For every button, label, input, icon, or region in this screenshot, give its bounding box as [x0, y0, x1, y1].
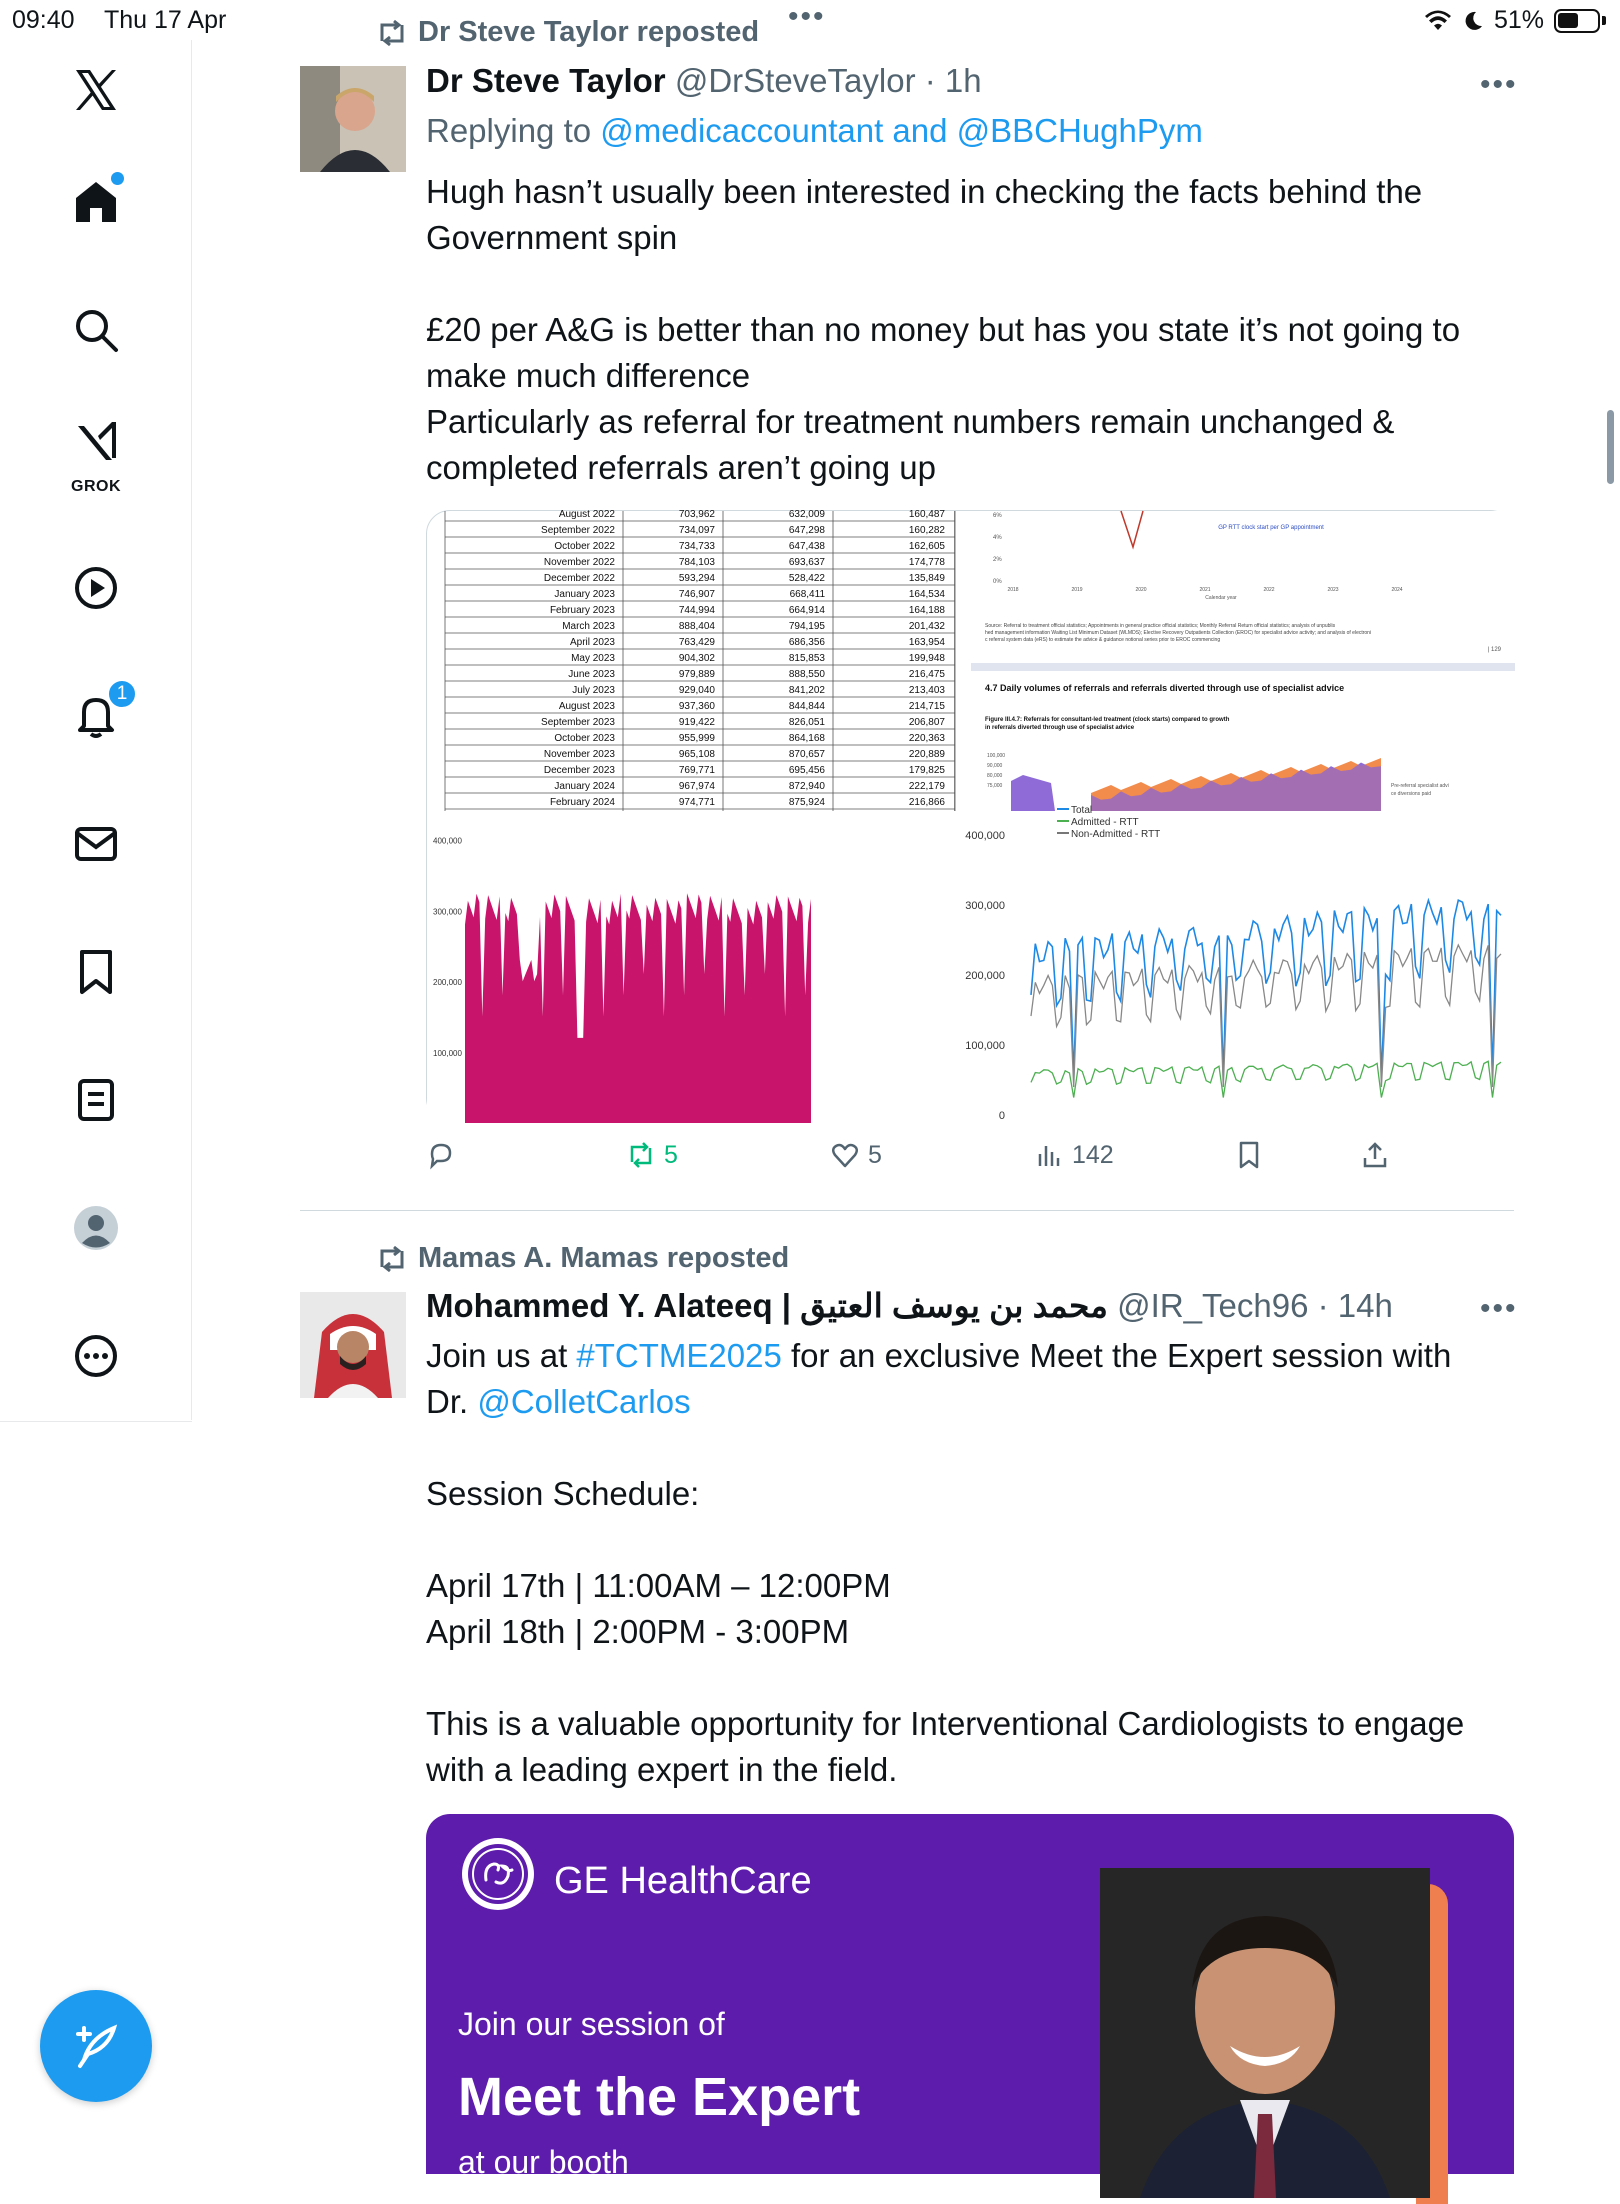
- media-table-image: [445, 511, 955, 811]
- post2-intro-a: Join us at: [426, 1337, 577, 1374]
- table-cell-month: September 2022: [541, 525, 615, 536]
- table-cell-total: 746,907: [678, 589, 715, 600]
- status-date: Thu 17 Apr: [104, 6, 227, 34]
- table-cell-col3: 164,188: [908, 605, 945, 616]
- table-cell-col2: 826,051: [788, 717, 825, 728]
- post1-more-button[interactable]: •••: [1480, 68, 1518, 101]
- share-button[interactable]: [1360, 1140, 1390, 1170]
- x-logo-icon: [72, 66, 120, 114]
- report-heading: 4.7 Daily volumes of referrals and referrals diverted through use of specialist advice: [985, 683, 1345, 693]
- retweet-icon: [626, 1140, 656, 1170]
- table-cell-total: 979,889: [678, 669, 715, 680]
- table-cell-col3: 164,534: [908, 589, 945, 600]
- table-cell-month: June 2023: [568, 669, 615, 680]
- table-cell-col2: 841,202: [788, 685, 825, 696]
- table-cell-col2: 668,411: [789, 589, 825, 600]
- post1-actions: [426, 1140, 1426, 1180]
- table-cell-col2: 844,844: [788, 701, 825, 712]
- post2-intro-b: for an exclusive Meet the Expert session with: [781, 1337, 1452, 1374]
- report-pct-tick: 0%: [993, 579, 1002, 585]
- report-figure-line: Figure III.4.7: Referrals for consultant-led treatment (clock starts) compared to growth: [985, 717, 1230, 723]
- promo-booth: at our booth: [458, 2144, 629, 2180]
- table-cell-col2: 875,924: [788, 797, 825, 808]
- report-y-tick: 100,000: [987, 753, 1006, 759]
- table-cell-month: October 2022: [554, 541, 615, 552]
- table-cell-col3: 160,282: [908, 525, 945, 536]
- nav-more[interactable]: [56, 1316, 136, 1396]
- report-y-tick: 90,000: [987, 763, 1003, 769]
- table-cell-total: 955,999: [678, 733, 715, 744]
- report-source-line: c referral system data (eRS) to estimate the advice & guidance notional series prior to EROC commencing: [985, 637, 1221, 643]
- table-cell-total: 744,994: [678, 605, 715, 616]
- bookmark-button[interactable]: [1234, 1140, 1264, 1170]
- post2-intro: [426, 1333, 1526, 1379]
- table-cell-col2: 647,298: [788, 525, 825, 536]
- compose-feather-icon: [70, 2020, 122, 2072]
- list-icon: [72, 1076, 120, 1124]
- report-pct-tick: 4%: [993, 535, 1002, 541]
- table-cell-month: July 2023: [572, 685, 615, 696]
- notification-badge: 1: [106, 678, 138, 710]
- line-chart-tick: 200,000: [965, 970, 1005, 982]
- reply-button[interactable]: [426, 1140, 456, 1170]
- mention-link[interactable]: @ColletCarlos: [477, 1383, 691, 1420]
- table-cell-total: 784,103: [678, 557, 715, 568]
- table-cell-col2: 870,657: [788, 749, 825, 760]
- home-icon: [72, 178, 120, 226]
- nav-explore[interactable]: [56, 290, 136, 370]
- table-cell-total: 967,974: [678, 781, 715, 792]
- home-unread-dot: [111, 172, 124, 185]
- report-pct-tick: 6%: [993, 513, 1002, 519]
- views-button[interactable]: [1034, 1140, 1114, 1170]
- report-page: [971, 511, 1515, 811]
- compose-button[interactable]: [40, 1990, 152, 2102]
- report-calendar-label: Calendar year: [1205, 595, 1237, 601]
- report-legend-right: ce diversions paid: [1391, 791, 1432, 797]
- post-time[interactable]: · 1h: [924, 62, 982, 99]
- table-cell-col3: 199,948: [908, 653, 945, 664]
- more-circle-icon: [72, 1332, 120, 1380]
- retweet-count: 5: [664, 1140, 678, 1169]
- report-year-tick: 2019: [1071, 587, 1083, 593]
- media-pink-chart: [427, 811, 971, 1123]
- admitted-line: [1031, 1061, 1501, 1097]
- table-cell-total: 734,097: [678, 525, 715, 536]
- replying-targets[interactable]: @medicaccountant and @BBCHughPym: [600, 112, 1203, 149]
- table-cell-col2: 815,853: [788, 653, 825, 664]
- post2-header: [426, 1286, 1393, 1325]
- table-cell-col3: 206,807: [908, 717, 945, 728]
- report-y-tick: 80,000: [987, 773, 1003, 779]
- rtt-line-chart: [965, 805, 1515, 1123]
- repost-indicator-1: [376, 16, 759, 49]
- table-cell-col3: 220,363: [908, 733, 945, 744]
- report-top-legend: GP RTT clock start per GP appointment: [1218, 525, 1324, 531]
- post1-text: Hugh hasn’t usually been interested in checking the facts behind the Government spin £20 per A&G is better than no money but has you state it’s not going to make much difference Particularly as referral for treatment numbers remain unchanged & completed referrals aren’t going up: [426, 173, 1461, 486]
- post2-intro-c: Dr.: [426, 1383, 478, 1420]
- table-cell-col2: 794,195: [788, 621, 825, 632]
- report-y-tick: 75,000: [987, 783, 1003, 789]
- views-count: 142: [1072, 1140, 1114, 1169]
- nav-notifications[interactable]: [56, 676, 136, 756]
- table-cell-month: December 2023: [543, 765, 615, 776]
- table-cell-month: March 2023: [562, 621, 615, 632]
- table-cell-col3: 163,954: [908, 637, 945, 648]
- promo-photo: [1100, 1868, 1430, 2198]
- table-cell-col2: 632,009: [788, 509, 825, 520]
- line-chart-tick: 400,000: [965, 830, 1005, 842]
- report-legend-right: Pre-referral specialist advi: [1391, 783, 1449, 789]
- table-cell-col2: 864,168: [788, 733, 825, 744]
- pink-chart-tick: 400,000: [433, 836, 462, 846]
- table-cell-col3: 216,475: [908, 669, 945, 680]
- repost-indicator-2: [376, 1242, 789, 1275]
- report-year-tick: 2023: [1327, 587, 1339, 593]
- table-cell-col3: 174,778: [908, 557, 945, 568]
- table-cell-col3: 179,825: [908, 765, 945, 776]
- bookmark-icon: [72, 948, 120, 996]
- table-cell-col2: 695,456: [788, 765, 825, 776]
- repost-icon: [376, 19, 408, 47]
- like-count: 5: [868, 1140, 882, 1169]
- table-cell-month: November 2023: [543, 749, 615, 760]
- table-cell-month: January 2024: [554, 781, 615, 792]
- report-year-tick: 2021: [1199, 587, 1211, 593]
- envelope-icon: [72, 820, 120, 868]
- media-report-image: [971, 511, 1515, 811]
- post2-more-button[interactable]: •••: [1480, 1292, 1518, 1325]
- report-year-tick: 2022: [1263, 587, 1275, 593]
- table-cell-total: 974,771: [678, 797, 715, 808]
- profile-avatar-icon: [72, 1204, 120, 1252]
- avatar-photo: [300, 66, 406, 172]
- table-cell-month: December 2022: [543, 573, 615, 584]
- table-cell-total: 593,294: [678, 573, 715, 584]
- table-cell-month: November 2022: [543, 557, 615, 568]
- table-cell-col2: 872,940: [788, 781, 825, 792]
- post-divider: [300, 1210, 1514, 1211]
- table-cell-total: 919,422: [678, 717, 715, 728]
- table-cell-col2: 528,422: [788, 573, 825, 584]
- report-source-line: hed management information Waiting List Minimum Dataset (WLMDS); Elective Recovery Outpatients Collection (EROC) for specialist advice activity; and analysis of electroni: [985, 630, 1372, 636]
- table-cell-col3: 160,487: [908, 509, 945, 520]
- expert-portrait: [1100, 1868, 1430, 2198]
- heart-icon: [830, 1140, 860, 1170]
- table-cell-col3: 135,849: [908, 573, 945, 584]
- post-time[interactable]: · 14h: [1317, 1287, 1393, 1324]
- wifi-icon: [1424, 10, 1452, 32]
- repost-label: Dr Steve Taylor reposted: [418, 16, 760, 48]
- table-cell-total: 703,962: [678, 509, 715, 520]
- table-cell-total: 763,429: [678, 637, 715, 648]
- table-cell-total: 929,040: [678, 685, 715, 696]
- retweet-button[interactable]: [626, 1140, 678, 1170]
- referral-table: [445, 511, 955, 811]
- table-cell-col3: 213,403: [908, 685, 945, 696]
- replying-to: [426, 112, 1203, 150]
- post1-header: [426, 62, 982, 100]
- scrollbar[interactable]: [1607, 410, 1614, 484]
- table-cell-month: May 2023: [571, 653, 615, 664]
- repost-label: Mamas A. Mamas reposted: [418, 1242, 790, 1274]
- table-cell-month: October 2023: [554, 733, 615, 744]
- table-cell-total: 769,771: [678, 765, 715, 776]
- report-background: [971, 511, 1515, 811]
- pink-area-chart: [427, 811, 971, 1123]
- table-cell-total: 937,360: [678, 701, 715, 712]
- author-handle[interactable]: @IR_Tech96: [1117, 1287, 1309, 1324]
- table-cell-col3: 216,866: [908, 797, 945, 808]
- table-cell-month: February 2024: [549, 797, 615, 808]
- nav-profile[interactable]: [56, 1188, 136, 1268]
- table-cell-col3: 214,715: [908, 701, 945, 712]
- report-band: [971, 663, 1515, 671]
- report-pct-tick: 2%: [993, 557, 1002, 563]
- table-cell-total: 904,302: [678, 653, 715, 664]
- hashtag-link[interactable]: #TCTME2025: [576, 1337, 782, 1374]
- battery-tip: [1602, 16, 1606, 25]
- like-button[interactable]: [830, 1140, 882, 1170]
- line-legend-label: Admitted - RTT: [1071, 817, 1139, 828]
- table-cell-month: August 2022: [558, 509, 615, 520]
- author-name[interactable]: Dr Steve Taylor: [426, 62, 666, 99]
- table-cell-month: August 2023: [558, 701, 615, 712]
- bookmark-outline-icon: [1234, 1140, 1264, 1170]
- report-figure-line: in referrals diverted through use of specialist advice: [985, 725, 1135, 731]
- line-legend-label: Total: [1071, 805, 1093, 816]
- post2-media[interactable]: [426, 1814, 1514, 2180]
- ge-logo: [462, 1838, 534, 1910]
- grok-icon: [72, 418, 120, 466]
- table-cell-col3: 162,605: [908, 541, 945, 552]
- battery-percent: 51%: [1493, 6, 1544, 34]
- total-line: [1031, 900, 1501, 1076]
- table-cell-col2: 888,550: [788, 669, 825, 680]
- report-year-tick: 2024: [1391, 587, 1403, 593]
- table-cell-total: 965,108: [678, 749, 715, 760]
- replying-prefix: Replying to: [426, 112, 601, 149]
- table-cell-col3: 222,179: [908, 781, 945, 792]
- line-chart-tick: 300,000: [965, 900, 1005, 912]
- author-handle[interactable]: @DrSteveTaylor: [674, 62, 916, 99]
- table-cell-total: 888,404: [678, 621, 715, 632]
- post1-media[interactable]: [426, 510, 1514, 1122]
- table-cell-col2: 686,356: [788, 637, 825, 648]
- nav-messages[interactable]: [56, 804, 136, 884]
- ge-logo-icon: [466, 1842, 530, 1906]
- line-legend-label: Non-Admitted - RTT: [1071, 829, 1161, 840]
- status-time: 09:40: [12, 6, 75, 34]
- pink-chart-tick: 100,000: [433, 1049, 462, 1059]
- report-source-line: Source: Referral to treatment official statistics; Appointments in general practice official statistics; Monthly Referral Return official statistics; analysis of unpublis: [985, 623, 1336, 629]
- play-icon: [72, 564, 120, 612]
- table-cell-total: 734,733: [678, 541, 715, 552]
- table-cell-col2: 647,438: [788, 541, 825, 552]
- pink-chart-tick: 200,000: [433, 978, 462, 988]
- table-cell-month: February 2023: [549, 605, 615, 616]
- promo-join: Join our session of: [458, 2006, 725, 2042]
- avatar-photo: [300, 1292, 406, 1398]
- nav-video[interactable]: [56, 548, 136, 628]
- table-cell-col2: 693,637: [788, 557, 825, 568]
- table-cell-month: January 2023: [554, 589, 615, 600]
- nav-lists[interactable]: [56, 1060, 136, 1140]
- avatar-steve-taylor[interactable]: [300, 66, 406, 172]
- sidebar-divider: [0, 1421, 192, 1422]
- line-chart-tick: 100,000: [965, 1040, 1005, 1052]
- status-right: [1424, 6, 1606, 35]
- post2-intro-line2: [426, 1379, 1526, 1425]
- grok-label: GROK: [71, 478, 121, 495]
- report-page-number: | 129: [1487, 647, 1501, 653]
- avatar-mohammed-alateeq[interactable]: [300, 1292, 406, 1398]
- report-year-tick: 2018: [1007, 587, 1019, 593]
- views-icon: [1034, 1140, 1064, 1170]
- media-line-chart: [965, 805, 1515, 1123]
- author-name[interactable]: Mohammed Y. Alateeq | محمد بن يوسف العتيق: [426, 1287, 1108, 1324]
- table-cell-col3: 220,889: [908, 749, 945, 760]
- promo-title: Meet the Expert: [458, 2067, 861, 2127]
- search-icon: [72, 306, 120, 354]
- line-chart-tick: 0: [998, 1110, 1005, 1122]
- table-cell-month: September 2023: [541, 717, 615, 728]
- table-cell-col2: 664,914: [788, 605, 825, 616]
- x-logo[interactable]: [56, 50, 136, 130]
- repost-icon: [376, 1245, 408, 1273]
- promo-brand: GE HealthCare: [554, 1860, 812, 1902]
- table-cell-col3: 201,432: [908, 621, 945, 632]
- nav-home[interactable]: [56, 162, 136, 242]
- top-more-dots[interactable]: •••: [788, 0, 826, 33]
- nav-bookmarks[interactable]: [56, 932, 136, 1012]
- battery-icon: [1554, 9, 1600, 33]
- moon-icon: [1462, 10, 1484, 32]
- share-icon: [1360, 1140, 1390, 1170]
- post2-body: Session Schedule: April 17th | 11:00AM – 12:00PM April 18th | 2:00PM - 3:00PM This is a valuable opportunity for Interventional Cardiologists to engage with a leading expert in the field.: [426, 1475, 1465, 1788]
- table-cell-month: April 2023: [569, 637, 615, 648]
- pink-chart-tick: 300,000: [433, 907, 462, 917]
- report-year-tick: 2020: [1135, 587, 1147, 593]
- pink-area: [465, 893, 811, 1123]
- reply-icon: [426, 1140, 456, 1170]
